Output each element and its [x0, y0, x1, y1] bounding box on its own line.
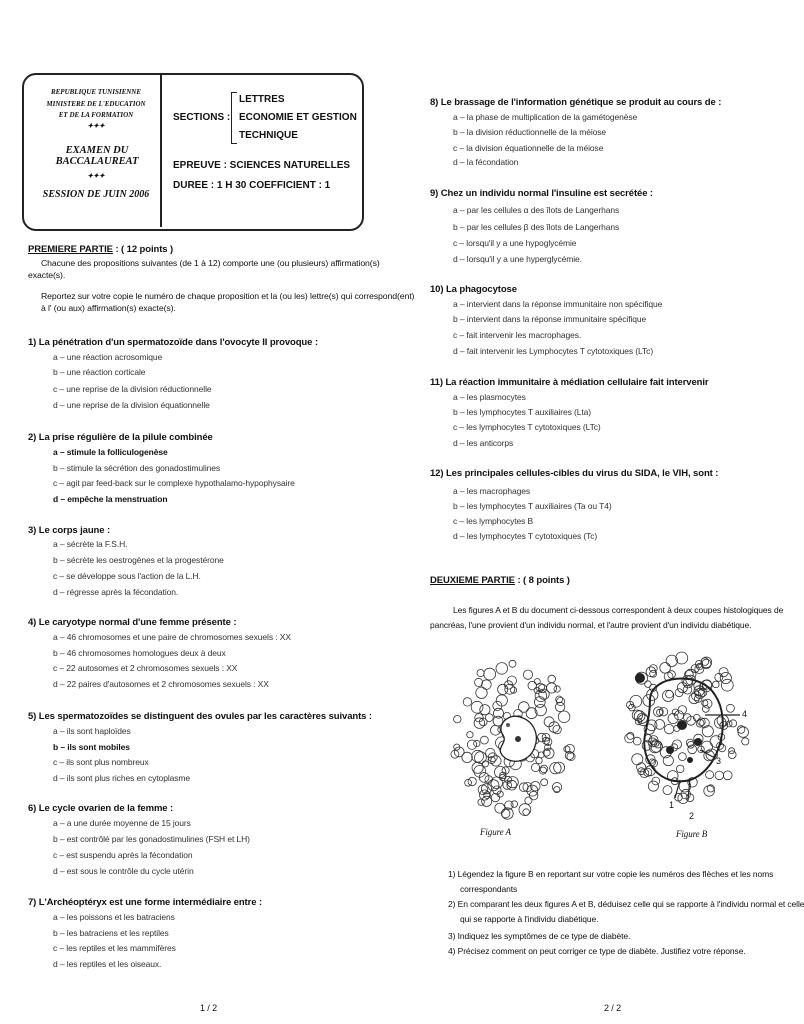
epreuve-line: EPREUVE : SCIENCES NATURELLES — [173, 160, 351, 171]
part1-intro: Chacune des propositions suivantes (de 1 à 12) comporte une (ou plusieurs) affirmation(s) — [41, 258, 380, 268]
option-12d: d – les lymphocytes T cytotoxiques (Tc) — [453, 531, 598, 541]
option-10a: a – intervient dans la réponse immunitaire non spécifique — [453, 299, 663, 309]
option-2a: a – stimule la folliculogenèse — [53, 447, 168, 457]
figure-b-caption: Figure B — [676, 829, 708, 839]
section-economie: ECONOMIE ET GESTION — [239, 112, 357, 123]
question-6: 6) Le cycle ovarien de la femme : — [28, 803, 174, 814]
part1-intro-4: à l' (ou aux) affirmation(s) exacte(s). — [41, 303, 176, 313]
question-2: 2) La prise régulière de la pilule combinée — [28, 432, 213, 443]
part2-title — [430, 575, 570, 586]
option-3b: b – sécrète les oestrogènes et la progestérone — [53, 555, 224, 565]
option-4c: c – 22 autosomes et 2 chromosomes sexuels : XX — [53, 663, 238, 673]
section-technique: TECHNIQUE — [239, 130, 298, 141]
part1-points: : ( 12 points ) — [112, 244, 174, 255]
option-8d: d – la fécondation — [453, 157, 519, 167]
option-3a: a – sécrète la F.S.H. — [53, 539, 128, 549]
figure-b-label-3: 3 — [716, 756, 721, 766]
option-1b: b – une réaction corticale — [53, 367, 146, 377]
option-2b: b – stimule la sécrétion des gonadostimulines — [53, 463, 221, 473]
part1-intro-2: exacte(s). — [28, 270, 66, 280]
session-title: SESSION DE JUIN 2006 — [42, 189, 150, 200]
option-12b: b – les lymphocytes T auxiliaires (Ta ou T4) — [453, 501, 612, 511]
task-4: 4) Précisez comment on peut corriger ce type de diabète. Justifiez votre réponse. — [448, 946, 746, 956]
option-10c: c – fait intervenir les macrophages. — [453, 330, 582, 340]
option-1a: a – une réaction acrosomique — [53, 352, 163, 362]
question-11: 11) La réaction immunitaire à médiation cellulaire fait intervenir — [430, 377, 709, 388]
option-9b: b – par les cellules β des îlots de Langerhans — [453, 222, 620, 232]
option-3d: d – régresse après la fécondation. — [53, 587, 179, 597]
option-7a: a – les poissons et les batraciens — [53, 912, 175, 922]
duree-line: DUREE : 1 H 30 COEFFICIENT : 1 — [173, 180, 331, 191]
figure-a-pancreas — [448, 655, 578, 825]
part1-intro-3: Reportez sur votre copie le numéro de chaque proposition et la (ou les) lettre(s) qui correspond(ent) — [41, 291, 415, 301]
option-9c: c – lorsqu'il y a une hypoglycémie — [453, 238, 577, 248]
question-5: 5) Les spermatozoïdes se distinguent des ovules par les caractères suivants : — [28, 711, 372, 722]
option-4d: d – 22 paires d'autosomes et 2 chromosomes sexuels : XX — [53, 679, 269, 689]
page-number-2: 2 / 2 — [604, 1003, 622, 1013]
option-12a: a – les macrophages — [453, 486, 531, 496]
question-3: 3) Le corps jaune : — [28, 525, 111, 536]
question-9: 9) Chez un individu normal l'insuline est secrétée : — [430, 188, 653, 199]
exam-title: EXAMEN DU BACCALAUREAT — [55, 145, 139, 167]
part2-intro-2: pancréas, l'une provient d'un individu normal, et l'autre provient d'un individu diabétique. — [430, 620, 752, 630]
option-10b: b – intervient dans la réponse immunitaire spécifique — [453, 314, 647, 324]
option-1d: d – une reprise de la division équationnelle — [53, 400, 210, 410]
section-lettres: LETTRES — [239, 94, 285, 105]
part1-title — [28, 244, 173, 255]
option-8c: c – la division équationnelle de la méiose — [453, 143, 604, 153]
figure-b-label-4: 4 — [742, 709, 747, 719]
figure-a-caption: Figure A — [480, 827, 511, 837]
task-1-cont: correspondants — [460, 884, 518, 894]
question-4: 4) Le caryotype normal d'une femme présente : — [28, 617, 237, 628]
page-number-1: 1 / 2 — [200, 1003, 218, 1013]
header-ministry: MINISTERE DE L'EDUCATION — [46, 100, 146, 108]
question-12: 12) Les principales cellules-cibles du virus du SIDA, le VIH, sont : — [430, 468, 719, 479]
option-7d: d – les reptiles et les oiseaux. — [53, 959, 162, 969]
option-5d: d – ils sont plus riches en cytoplasme — [53, 773, 190, 783]
header-ministry-2: ET DE LA FORMATION — [58, 111, 134, 119]
option-11b: b – les lymphocytes T auxiliaires (Lta) — [453, 407, 591, 417]
option-12c: c – les lymphocytes B — [453, 516, 534, 526]
option-7b: b – les batraciens et les reptiles — [53, 928, 169, 938]
figure-b-pancreas — [620, 650, 760, 820]
sections-bracket — [231, 92, 237, 144]
option-9a: a – par les cellules α des îlots de Langerhans — [453, 205, 620, 215]
task-2: 2) En comparant les deux figures A et B, déduisez celle qui se rapporte à l'individu normal et celle — [448, 899, 804, 909]
option-3c: c – se développe sous l'action de la L.H. — [53, 571, 201, 581]
option-1c: c – une reprise de la division réductionnelle — [53, 384, 212, 394]
option-11a: a – les plasmocytes — [453, 392, 526, 402]
part2-points: : ( 8 points ) — [514, 575, 570, 586]
sections-label: SECTIONS : — [173, 112, 231, 123]
option-11d: d – les anticorps — [453, 438, 514, 448]
header-republic: REPUBLIQUE TUNISIENNE — [50, 88, 142, 96]
option-7c: c – les reptiles et les mammifères — [53, 943, 176, 953]
option-10d: d – fait intervenir les Lymphocytes T cytotoxiques (LTc) — [453, 346, 654, 356]
header-stars-2: ✦✦✦ — [87, 172, 105, 180]
option-8b: b – la division réductionnelle de la méiose — [453, 127, 607, 137]
option-8a: a – la phase de multiplication de la gamétogenèse — [453, 112, 638, 122]
option-6d: d – est sous le contrôle du cycle utérin — [53, 866, 194, 876]
option-11c: c – les lymphocytes T cytotoxiques (LTc) — [453, 422, 601, 432]
option-4b: b – 46 chromosomes homologues deux à deux — [53, 648, 226, 658]
option-6a: a – a une durée moyenne de 15 jours — [53, 818, 191, 828]
figure-b-label-2: 2 — [689, 811, 694, 821]
question-1: 1) La pénétration d'un spermatozoïde dans l'ovocyte II provoque : — [28, 337, 318, 348]
part2-intro: Les figures A et B du document ci-dessous correspondent à deux coupes histologiques de — [453, 605, 784, 615]
header-stars: ✦✦✦ — [87, 122, 105, 130]
option-6b: b – est contrôlé par les gonadostimulines (FSH et LH) — [53, 834, 250, 844]
figure-b-label-1: 1 — [669, 800, 674, 810]
task-3: 3) Indiquez les symptômes de ce type de diabète. — [448, 931, 631, 941]
part2-title-text: DEUXIEME PARTIE — [430, 575, 515, 586]
option-2d: d – empêche la menstruation — [53, 494, 168, 504]
option-2c: c – agit par feed-back sur le complexe hypothalamo-hypophysaire — [53, 478, 295, 488]
question-10: 10) La phagocytose — [430, 284, 517, 295]
question-7: 7) L'Archéoptéryx est une forme intermédiaire entre : — [28, 897, 263, 908]
option-4a: a – 46 chromosomes et une paire de chromosomes sexuels : XX — [53, 632, 291, 642]
option-5a: a – ils sont haploïdes — [53, 726, 131, 736]
question-8: 8) Le brassage de l'information génétique se produit au cours de : — [430, 97, 722, 108]
task-2-cont: qui se rapporte à l'individu diabétique. — [460, 914, 599, 924]
part1-title-text: PREMIERE PARTIE — [28, 244, 113, 255]
option-9d: d – lorsqu'il y a une hyperglycémie. — [453, 254, 582, 264]
option-5c: c – ils sont plus nombreux — [53, 757, 149, 767]
task-1: 1) Légendez la figure B en reportant sur votre copie les numéros des flèches et les noms — [448, 869, 774, 879]
option-6c: c – est suspendu après la fécondation — [53, 850, 193, 860]
option-5b: b – ils sont mobiles — [53, 742, 130, 752]
